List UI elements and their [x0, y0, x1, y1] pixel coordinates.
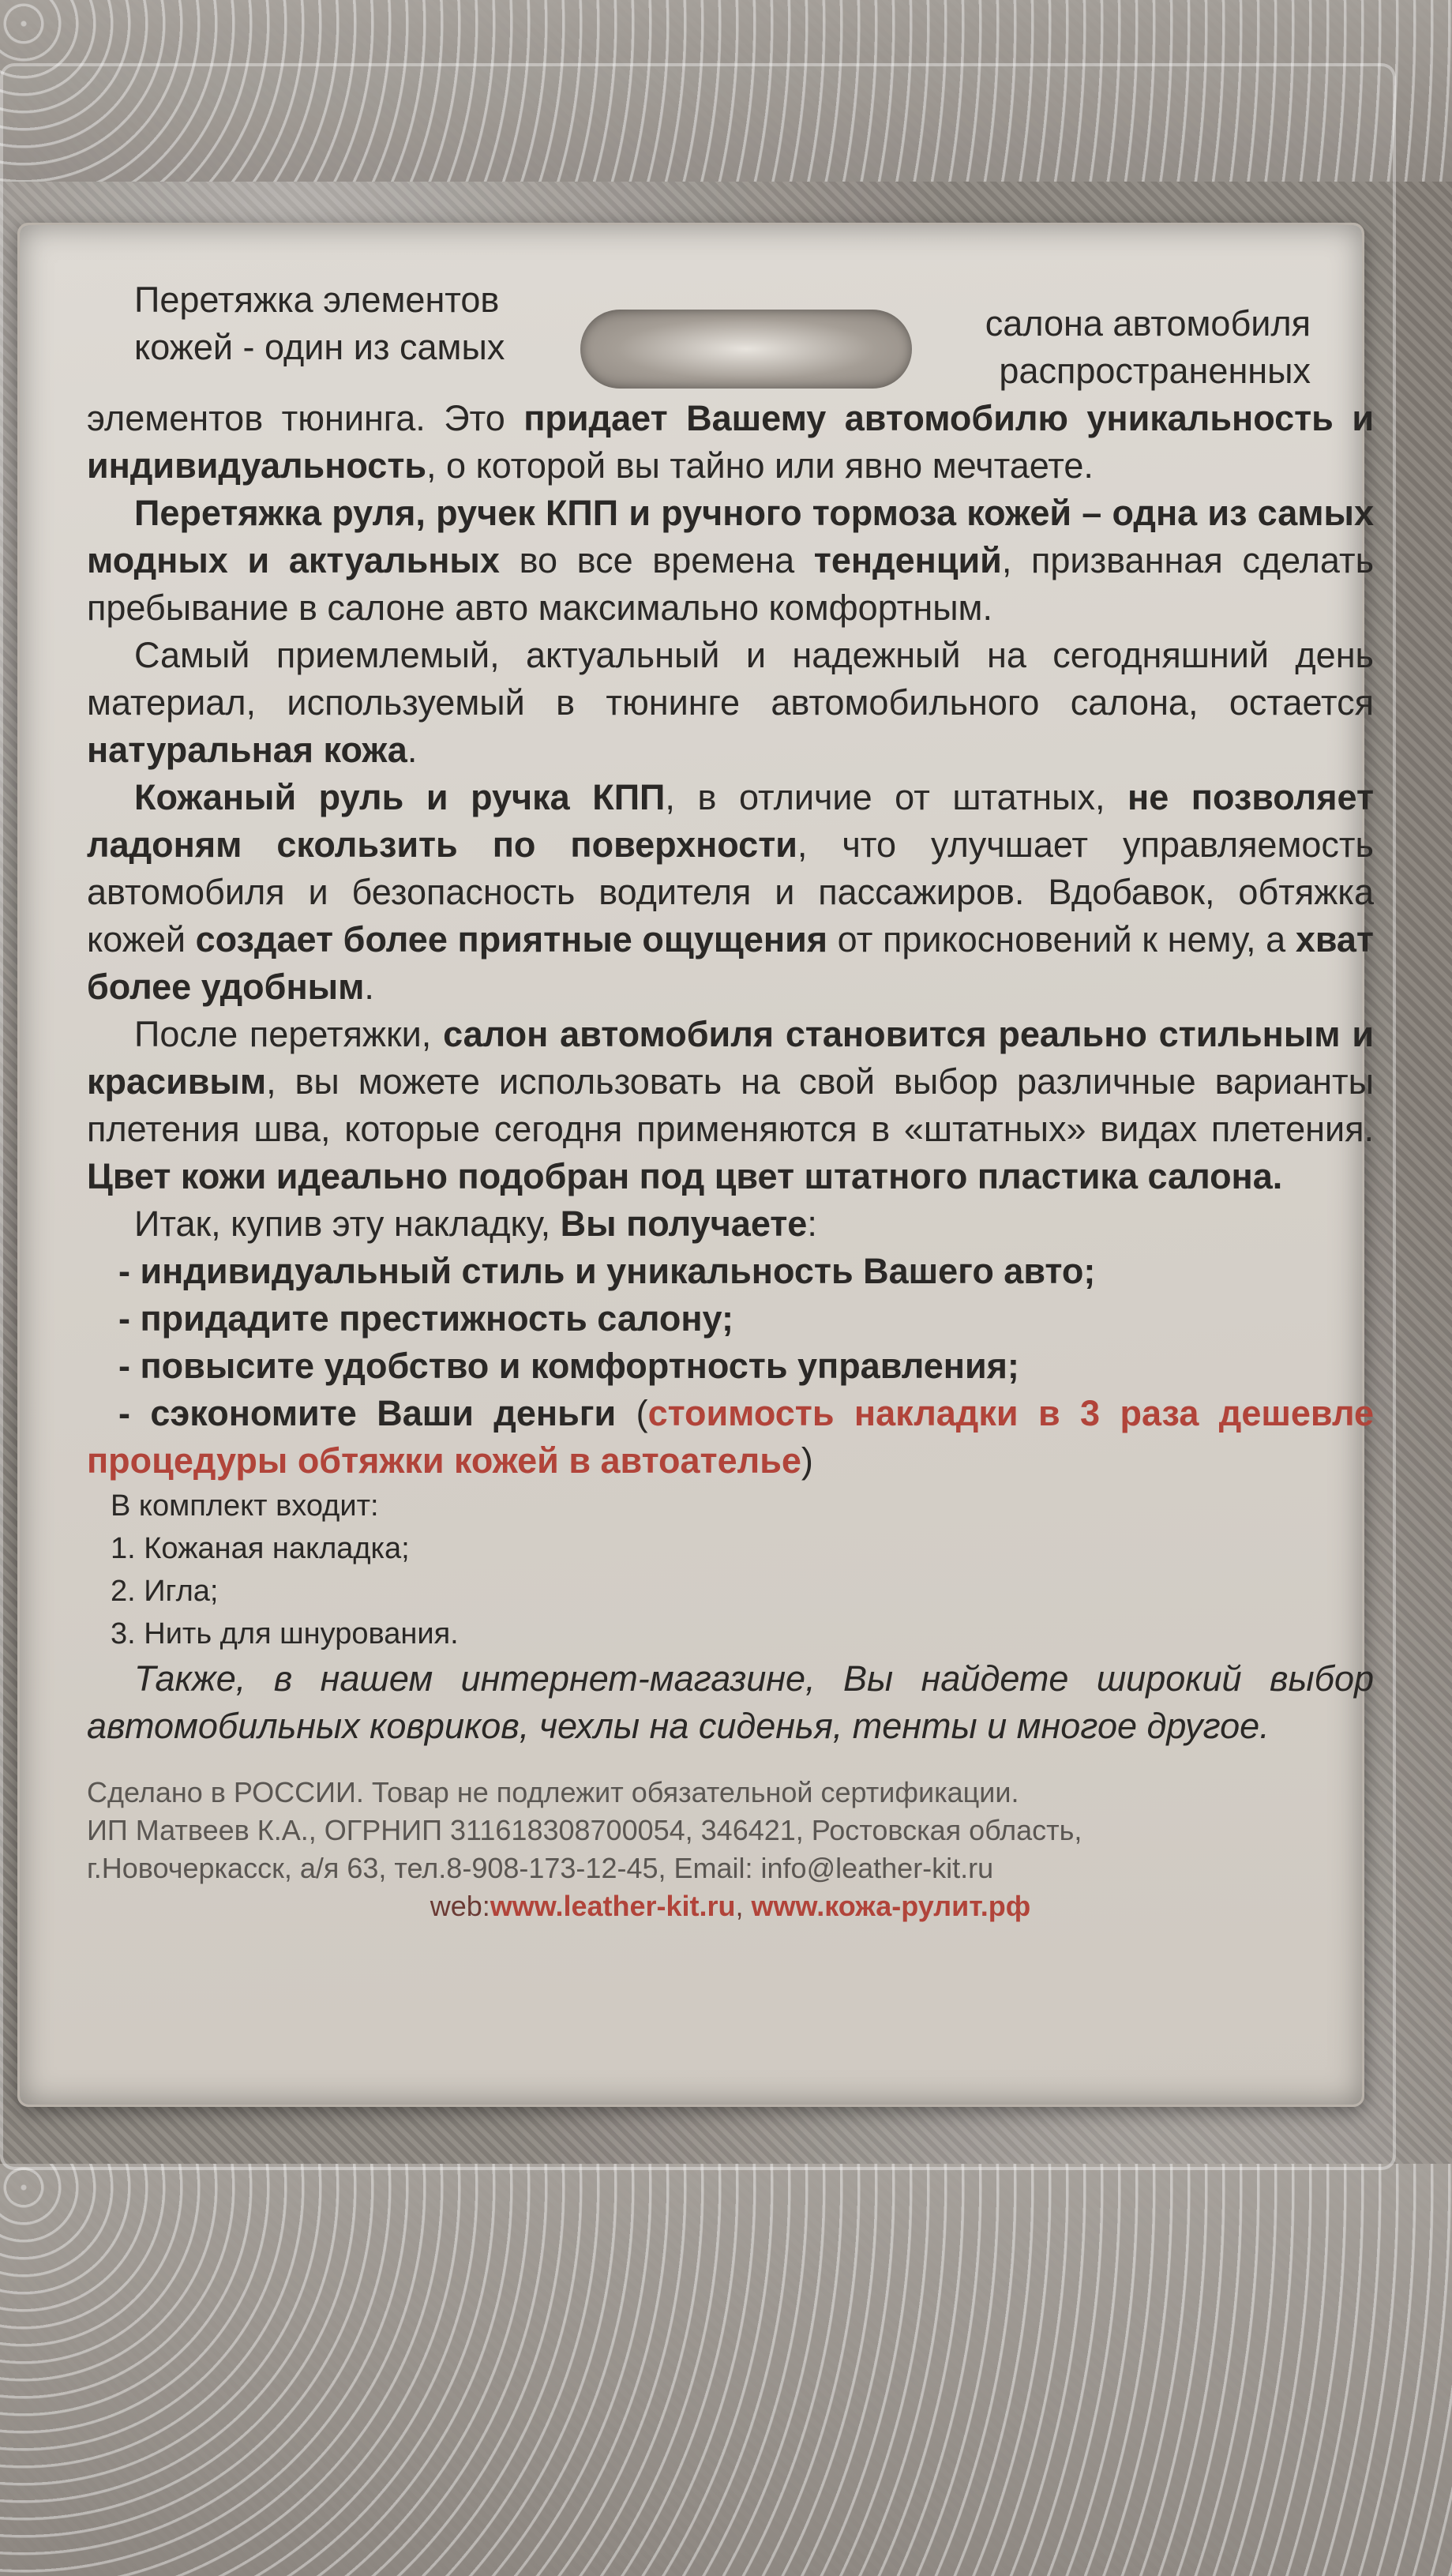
benefit-item: - повысите удобство и комфортность управления;	[118, 1346, 1019, 1386]
p6-text-2: :	[807, 1204, 817, 1244]
web-label: web:	[430, 1890, 490, 1922]
intro-top-lines	[87, 276, 1311, 395]
web-separator: ,	[735, 1890, 752, 1922]
paragraph-grip	[87, 774, 1374, 1011]
kit-item: 1. Кожаная накладка;	[111, 1532, 410, 1565]
p4-text-3: от прикосновений к нему, а	[827, 919, 1296, 959]
p2-text-1: во все времена	[499, 540, 814, 580]
kit-item: 2. Игла;	[111, 1575, 219, 1608]
p4-bold-4: хват более удобным	[87, 919, 1374, 1007]
p4-text-2: , что улучшает управляемость автомобиля и безопасность водителя и пассажиров. Вдобавок, обтяжка кожей	[87, 824, 1374, 959]
card-text	[87, 276, 1374, 1925]
p4-text-1: , в отличие от штатных,	[665, 777, 1128, 817]
closing-note: Также, в нашем интернет-магазине, Вы найдете широкий выбор автомобильных ковриков, чехлы на сиденья, тенты и многое другое.	[87, 1658, 1374, 1746]
intro-left	[87, 276, 505, 395]
p4-bold-2: не позволяет ладоням скользить по поверхности	[87, 777, 1374, 865]
kit-item: 3. Нить для шнурования.	[111, 1617, 459, 1650]
paragraph-benefits-intro	[87, 1200, 1374, 1248]
p2-bold-1: Перетяжка руля, ручек КПП и ручного тормоза кожей – одна из самых модных и актуальных	[87, 493, 1374, 580]
kit-title: В комплект входит:	[111, 1489, 379, 1523]
footer-web	[87, 1887, 1374, 1925]
intro-text-c: , о которой вы тайно или явно мечтаете.	[426, 445, 1094, 486]
p3-text-2: .	[407, 730, 418, 770]
p3-bold-1: натуральная кожа	[87, 730, 407, 770]
intro-line2-left: кожей - один из самых	[134, 327, 505, 367]
intro-line1-left: Перетяжка элементов	[134, 280, 500, 320]
intro-line2-right: распространенных	[999, 351, 1311, 391]
p5-text-2: , вы можете использовать на свой выбор различные варианты плетения шва, которые сегодня применяются в «штатных» видах плетения.	[87, 1061, 1374, 1149]
kit-contents	[111, 1485, 1374, 1655]
p5-bold-1: салон автомобиля становится реально стильным и красивым	[87, 1014, 1374, 1102]
p4-bold-1: Кожаный руль и ручка КПП	[134, 777, 666, 817]
lace-tablecloth-bottom	[0, 2164, 1452, 2576]
footer	[87, 1774, 1374, 1925]
p5-text-1: После перетяжки,	[134, 1014, 444, 1054]
intro-bold: придает Вашему автомобилю уникальность и индивидуальность	[87, 398, 1374, 486]
intro-right	[985, 276, 1311, 395]
intro-paragraph	[87, 395, 1374, 490]
paragraph-material	[87, 632, 1374, 774]
savings-paren-open: (	[616, 1393, 648, 1433]
benefit-item: - придадите престижность салону;	[118, 1298, 734, 1339]
paragraph-style	[87, 1011, 1374, 1200]
savings-bold: - сэкономите Ваши деньги	[118, 1393, 617, 1433]
footer-line3: г.Новочеркасск, а/я 63, тел.8-908-173-12-45, Email: info@leather-kit.ru	[87, 1852, 994, 1884]
footer-line1: Сделано в РОССИИ. Товар не подлежит обязательной сертификации.	[87, 1776, 1019, 1808]
intro-text-a: элементов тюнинга. Это	[87, 398, 524, 438]
p3-text-1: Самый приемлемый, актуальный и надежный на сегодняшний день материал, используемый в тюнинге автомобильного салона, остается	[87, 635, 1374, 723]
savings-paren-close: )	[801, 1440, 813, 1481]
p5-bold-2: Цвет кожи идеально подобран под цвет штатного пластика салона.	[87, 1156, 1283, 1196]
benefit-item: - индивидуальный стиль и уникальность Вашего авто;	[118, 1251, 1096, 1291]
web-link-leather-kit[interactable]: www.leather-kit.ru	[490, 1890, 736, 1922]
p2-text-2: , призванная сделать пребывание в салоне авто максимально комфортным.	[87, 540, 1375, 628]
intro-line1-right: салона автомобиля	[985, 303, 1311, 344]
p6-text-1: Итак, купив эту накладку,	[134, 1204, 561, 1244]
lace-tablecloth-top	[0, 0, 1452, 182]
p2-bold-2: тенденций	[813, 540, 1002, 580]
p4-text-4: .	[364, 967, 374, 1007]
footer-line2: ИП Матвеев К.А., ОГРНИП 311618308700054, 346421, Ростовская область,	[87, 1814, 1082, 1846]
paragraph-steering-wrap	[87, 490, 1374, 632]
web-link-kozha-rulit[interactable]: www.кожа-рулит.рф	[751, 1890, 1031, 1922]
benefit-savings	[87, 1390, 1374, 1485]
savings-red-text: стоимость накладки в 3 раза дешевле процедуры обтяжки кожей в автоателье	[87, 1393, 1374, 1481]
p6-bold-1: Вы получаете	[560, 1204, 808, 1244]
p4-bold-3: создает более приятные ощущения	[195, 919, 828, 959]
